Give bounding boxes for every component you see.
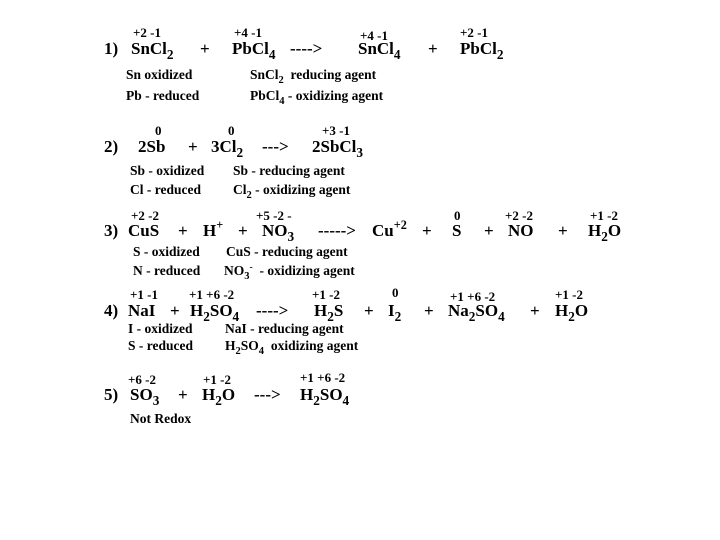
ox-num: +4 -1 xyxy=(360,28,388,43)
formula: $Cu^{+2}$ xyxy=(372,218,407,240)
plus-sign: + xyxy=(178,385,188,404)
ox-num: 0 xyxy=(454,208,461,223)
reducing-agent-note: SnCl$_2$ reducing agent xyxy=(250,67,377,86)
ox-num: +2 -2 xyxy=(505,208,533,223)
reduced-note: Pb - reduced xyxy=(126,88,200,103)
formula: CuS xyxy=(128,221,160,240)
plus-sign: + xyxy=(238,221,248,240)
plus-sign: + xyxy=(484,221,494,240)
ox-num: +1 +6 -2 xyxy=(450,289,496,304)
ox-num: +2 -1 xyxy=(133,25,161,40)
ox-num: +6 -2 xyxy=(128,372,156,387)
ox-num: +3 -1 xyxy=(322,123,350,138)
ox-num: +1 -2 xyxy=(312,287,340,302)
ox-num: 0 xyxy=(392,285,399,300)
reaction-number: 4) xyxy=(104,301,119,320)
plus-sign: + xyxy=(422,221,432,240)
formula: H+ xyxy=(203,218,224,240)
formula: PbCl$_4$ xyxy=(232,39,276,62)
formula: $NO_3$ xyxy=(262,221,295,244)
ox-num: 0 xyxy=(155,123,162,138)
ox-num: +2 -2 xyxy=(131,208,159,223)
formula: 2SbCl$_3$ xyxy=(312,137,364,160)
formula: 2Sb xyxy=(138,137,166,156)
reaction-arrow: -----> xyxy=(318,221,356,240)
reducing-agent-note: Sb - reducing agent xyxy=(233,163,345,178)
ox-num: 0 xyxy=(228,123,235,138)
oxidized-note: I - oxidized xyxy=(128,321,193,336)
oxidized-note: S - oxidized xyxy=(133,244,200,259)
reaction-number: 3) xyxy=(104,221,119,240)
formula: $SO_3$ xyxy=(130,385,160,408)
reduced-note: Cl - reduced xyxy=(130,182,201,197)
formula: SnCl$_4$ xyxy=(358,39,401,62)
ox-num: +1 -2 xyxy=(203,372,231,387)
not-redox-note: Not Redox xyxy=(130,411,192,426)
formula: PbCl$_2$ xyxy=(460,39,504,62)
formula: $I_2$ xyxy=(388,301,402,324)
oxidizing-agent-note: PbCl$_4$ - oxidizing agent xyxy=(250,88,384,107)
formula: NaI xyxy=(128,301,156,320)
formula: SnCl$_2$ xyxy=(131,39,174,62)
ox-num: +1 -2 xyxy=(555,287,583,302)
reaction-number: 2) xyxy=(104,137,119,156)
reducing-agent-note: NaI - reducing agent xyxy=(225,321,344,336)
ox-num: +2 -1 xyxy=(460,25,488,40)
ox-num: +1 -2 xyxy=(590,208,618,223)
reducing-agent-note: CuS - reducing agent xyxy=(226,244,348,259)
formula: $H_2SO_4$ xyxy=(300,385,350,408)
plus-sign: + xyxy=(170,301,180,320)
oxidizing-agent-note: $NO_3^-$ - oxidizing agent xyxy=(224,261,355,282)
plus-sign: + xyxy=(178,221,188,240)
ox-num: +5 -2 - xyxy=(256,208,292,223)
plus-sign: + xyxy=(364,301,374,320)
reaction-arrow: ---> xyxy=(254,385,281,404)
ox-num: +1 +6 -2 xyxy=(189,287,235,302)
ox-num: +1 +6 -2 xyxy=(300,370,346,385)
plus-sign: + xyxy=(188,137,198,156)
reaction-arrow: ----> xyxy=(290,39,323,58)
reaction-arrow: ---> xyxy=(262,137,289,156)
reduced-note: S - reduced xyxy=(128,338,194,353)
ox-num: +4 -1 xyxy=(234,25,262,40)
formula: $3Cl_2$ xyxy=(211,137,244,160)
formula: $H_2O$ xyxy=(588,221,622,244)
plus-sign: + xyxy=(424,301,434,320)
plus-sign: + xyxy=(428,39,438,58)
plus-sign: + xyxy=(558,221,568,240)
oxidized-note: Sb - oxidized xyxy=(130,163,205,178)
formula: $Na_2SO_4$ xyxy=(448,301,505,324)
oxidizing-agent-note: $H_2SO_4$ oxidizing agent xyxy=(225,338,359,357)
reaction-number: 5) xyxy=(104,385,119,404)
oxidized-note: Sn oxidized xyxy=(126,67,193,82)
reaction-number: 1) xyxy=(104,39,119,58)
formula: $H_2O$ xyxy=(202,385,236,408)
formula: $H_2O$ xyxy=(555,301,589,324)
formula: NO xyxy=(508,221,534,240)
reaction-arrow: ----> xyxy=(256,301,289,320)
reduced-note: N - reduced xyxy=(133,263,201,278)
formula: $H_2S$ xyxy=(314,301,344,324)
plus-sign: + xyxy=(200,39,210,58)
formula: S xyxy=(452,221,462,240)
formula: $H_2SO_4$ xyxy=(190,301,240,324)
plus-sign: + xyxy=(530,301,540,320)
oxidizing-agent-note: $Cl_2$ - oxidizing agent xyxy=(233,182,351,201)
ox-num: +1 -1 xyxy=(130,287,158,302)
